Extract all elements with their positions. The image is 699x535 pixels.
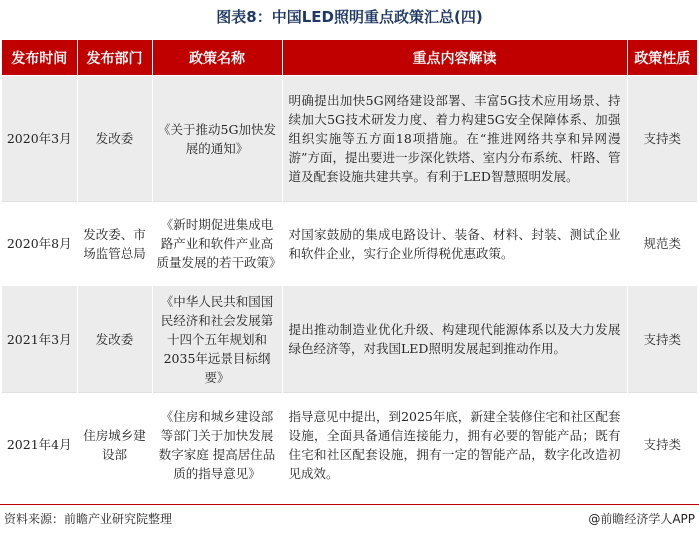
source-note: 资料来源：前瞻产业研究院整理 xyxy=(4,512,173,526)
table-row xyxy=(2,202,697,286)
table-title: 图表8：中国LED照明重点政策汇总(四) xyxy=(216,8,483,26)
cell-date: 2021年4月 xyxy=(2,393,77,497)
cell-department: 发改委 xyxy=(77,76,152,202)
table-header-row xyxy=(2,40,697,76)
cell-policy-name: 《新时期促进集成电路产业和软件产业高质量发展的若干政策》 xyxy=(152,202,282,286)
header-policy-nature: 政策性质 xyxy=(627,40,697,76)
cell-department: 发改委 xyxy=(77,286,152,393)
cell-policy-name: 《中华人民共和国国民经济和社会发展第十四个五年规划和2035年远景目标纲要》 xyxy=(152,286,282,393)
cell-department: 发改委、市场监管总局 xyxy=(77,202,152,286)
header-department: 发布部门 xyxy=(77,40,152,76)
cell-key-content: 提出推动制造业优化升级、构建现代能源体系以及大力发展绿色经济等，对我国LED照明发展起到推动作用。 xyxy=(282,286,627,393)
table-row xyxy=(2,393,697,497)
cell-policy-nature: 支持类 xyxy=(627,76,697,202)
cell-policy-nature: 支持类 xyxy=(627,393,697,497)
cell-policy-name: 《关于推动5G加快发展的通知》 xyxy=(152,76,282,202)
table-row xyxy=(2,286,697,393)
cell-policy-nature: 支持类 xyxy=(627,286,697,393)
cell-policy-name: 《住房和城乡建设部等部门关于加快发展数字家庭 提高居住品质的指导意见》 xyxy=(152,393,282,497)
cell-key-content: 指导意见中提出，到2025年底，新建全装修住宅和社区配套设施，全面具备通信连接能力，拥有必要的智能产品；既有住宅和社区配套设施，拥有一定的智能产品，数字化改造初见成效。 xyxy=(282,393,627,497)
header-policy-name: 政策名称 xyxy=(152,40,282,76)
cell-date: 2020年3月 xyxy=(2,76,77,202)
footer xyxy=(0,504,699,529)
header-key-content: 重点内容解读 xyxy=(282,40,627,76)
table-row xyxy=(2,76,697,202)
header-date: 发布时间 xyxy=(2,40,77,76)
cell-date: 2021年3月 xyxy=(2,286,77,393)
policy-table xyxy=(2,40,697,497)
cell-department: 住房城乡建设部 xyxy=(77,393,152,497)
cell-key-content: 对国家鼓励的集成电路设计、装备、材料、封装、测试企业和软件企业，实行企业所得税优惠政策。 xyxy=(282,202,627,286)
cell-policy-nature: 规范类 xyxy=(627,202,697,286)
cell-key-content: 明确提出加快5G网络建设部署、丰富5G技术应用场景、持续加大5G技术研发力度、着力构建5G安全保障体系、加强组织实施等五方面18项措施。在“推进网络共享和异网漫游”方面，提出要进一步深化铁塔、室内分布系统、杆路、管道及配套设施共建共享。有利于LED智慧照明发展。 xyxy=(282,76,627,202)
brand-credit: @前瞻经济学人APP xyxy=(588,512,695,526)
cell-date: 2020年8月 xyxy=(2,202,77,286)
